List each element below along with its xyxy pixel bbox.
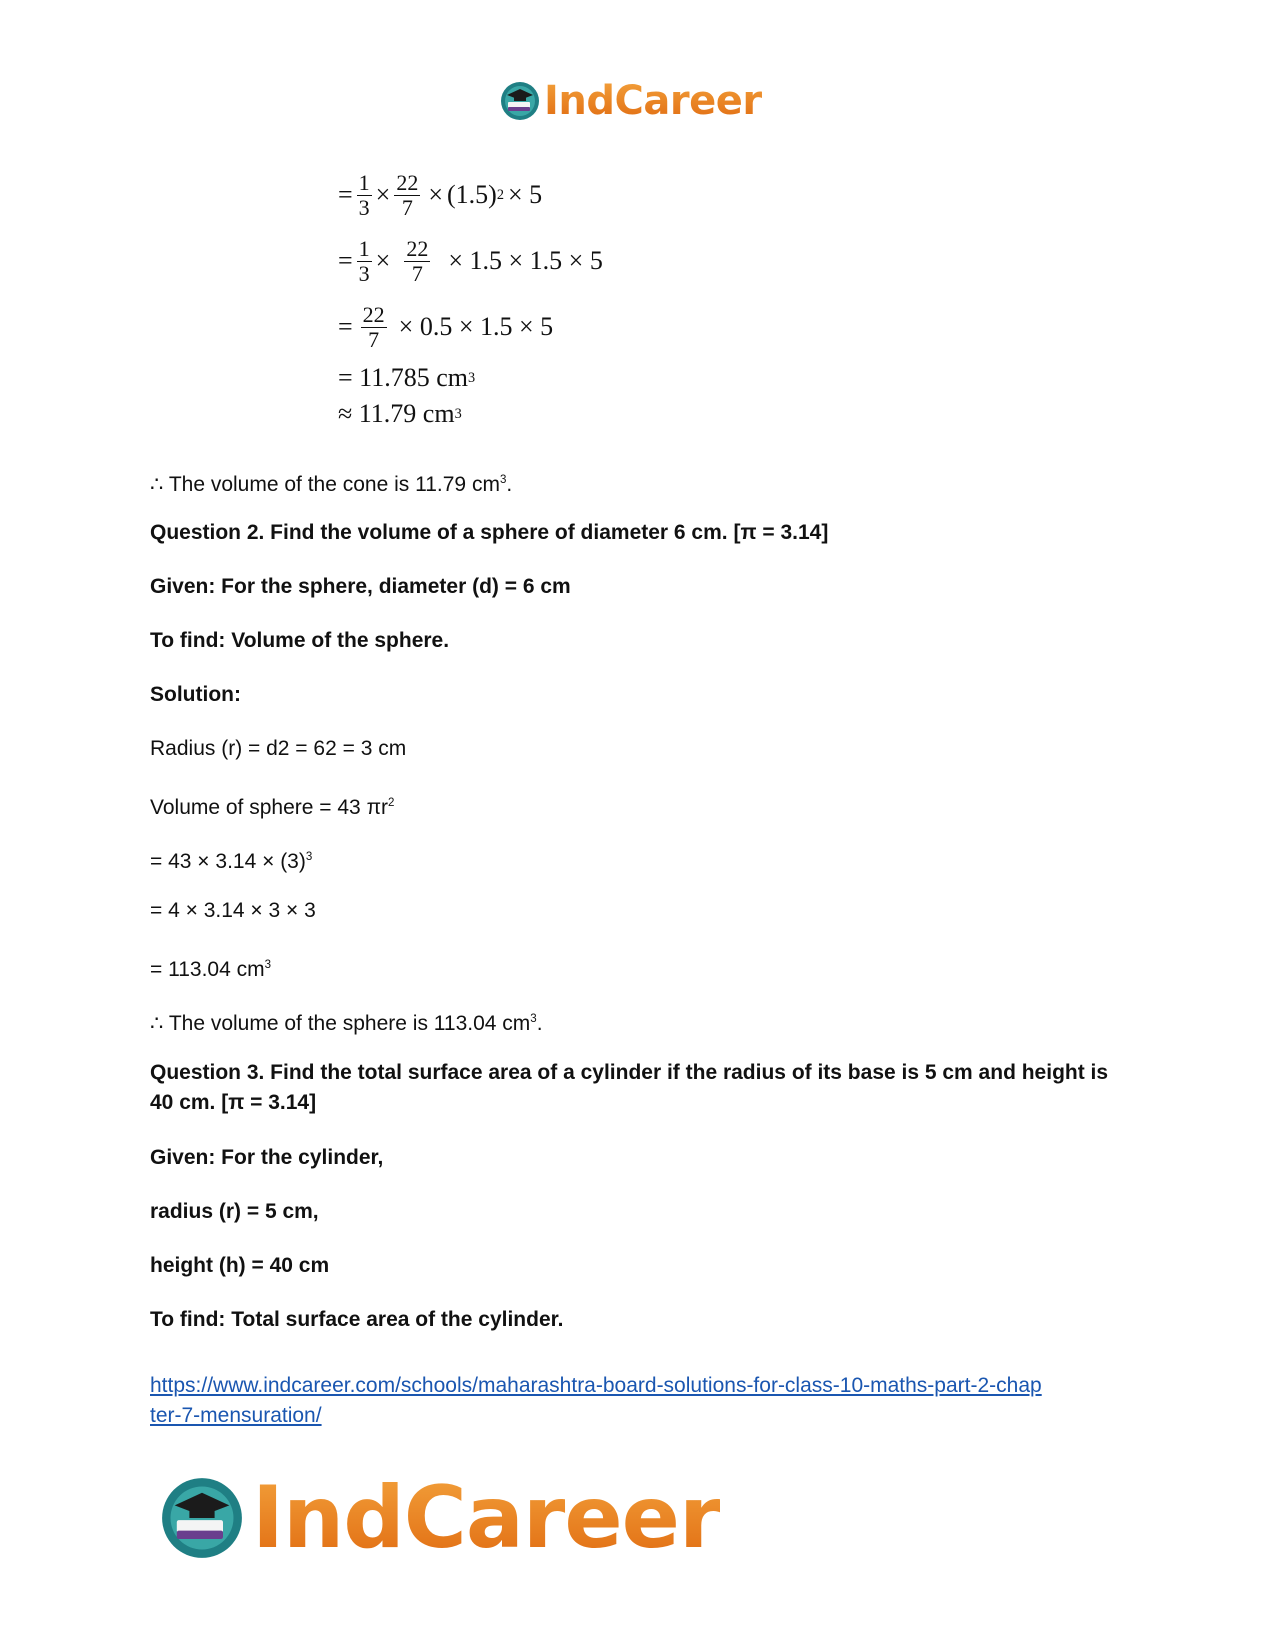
radius-line: Radius (r) = d2 = 62 = 3 cm [150,737,407,760]
question-3-height: height (h) = 40 cm [150,1254,330,1277]
question-3-title: Question 3. Find the total surface area of a cylinder if the radius of its base is 5 cm and height is 40 cm. [π = 3.14] [150,1061,1109,1114]
fraction-22-7: $\frac{22}{7}$ [406,235,429,286]
math-step-1: = $\frac{1}{3}$ × $\frac{22}{7}$ × (1.5) 2 × 5 [338,169,543,220]
brand-name: IndCareer [252,1468,721,1568]
question-3-radius: radius (r) = 5 cm, [150,1200,319,1223]
math-derivation [338,162,607,432]
question-2-given: Given: For the sphere, diameter (d) = 6 cm [150,575,571,598]
math-step-3: = $\frac{22}{7}$ × 0.5 × 1.5 × 5 [338,301,554,352]
solution-heading: Solution: [150,683,241,706]
source-link[interactable] [150,1371,1130,1431]
question-2-title: Question 2. Find the volume of a sphere of diameter 6 cm. [π = 3.14] [150,521,829,544]
sphere-step-1: = $43 \times 3.14 \times (3)^3$ [150,850,313,873]
fraction-22-7: $\frac{22}{7}$ [396,169,419,220]
math-step-5: ≈ 11.79 cm 3 [338,399,462,428]
math-step-2: = $\frac{1}{3}$ × $\frac{22}{7}$ × 1.5 × 1.5 × 5 [338,235,603,286]
sphere-step-2: = 4 × 3.14 × 3 × 3 [150,899,316,922]
sphere-volume-formula: Volume of sphere = 43 $\pi r^2$ [150,796,395,819]
graduation-cap-book-icon [160,1476,244,1560]
brand-name: IndCareer [544,78,762,124]
source-link-line-1[interactable]: https://www.indcareer.com/schools/maharashtra-board-solutions-for-class-10-maths-part-2-chap [150,1374,1042,1397]
fraction-22-7: $\frac{22}{7}$ [362,301,385,352]
fraction-one-third: $\frac{1}{3}$ [358,235,370,286]
fraction-one-third: $\frac{1}{3}$ [358,169,370,220]
header-logo [500,78,762,124]
sphere-conclusion: ∴ The volume of the sphere is 113.04 $cm^3$. [150,1012,543,1035]
source-link-line-2[interactable]: ter-7-mensuration/ [150,1404,322,1427]
math-step-4: = 11.785 cm 3 [338,363,476,392]
graduation-cap-book-icon [500,81,540,121]
question-3-given: Given: For the cylinder, [150,1146,384,1169]
question-2-to-find: To find: Volume of the sphere. [150,629,450,652]
question-3-to-find: To find: Total surface area of the cylinder. [150,1308,564,1331]
sphere-step-3: = 113.04 $cm^3$ [150,958,272,981]
footer-logo [160,1468,720,1568]
cone-conclusion: ∴ The volume of the cone is 11.79 $cm^3$. [150,473,513,496]
